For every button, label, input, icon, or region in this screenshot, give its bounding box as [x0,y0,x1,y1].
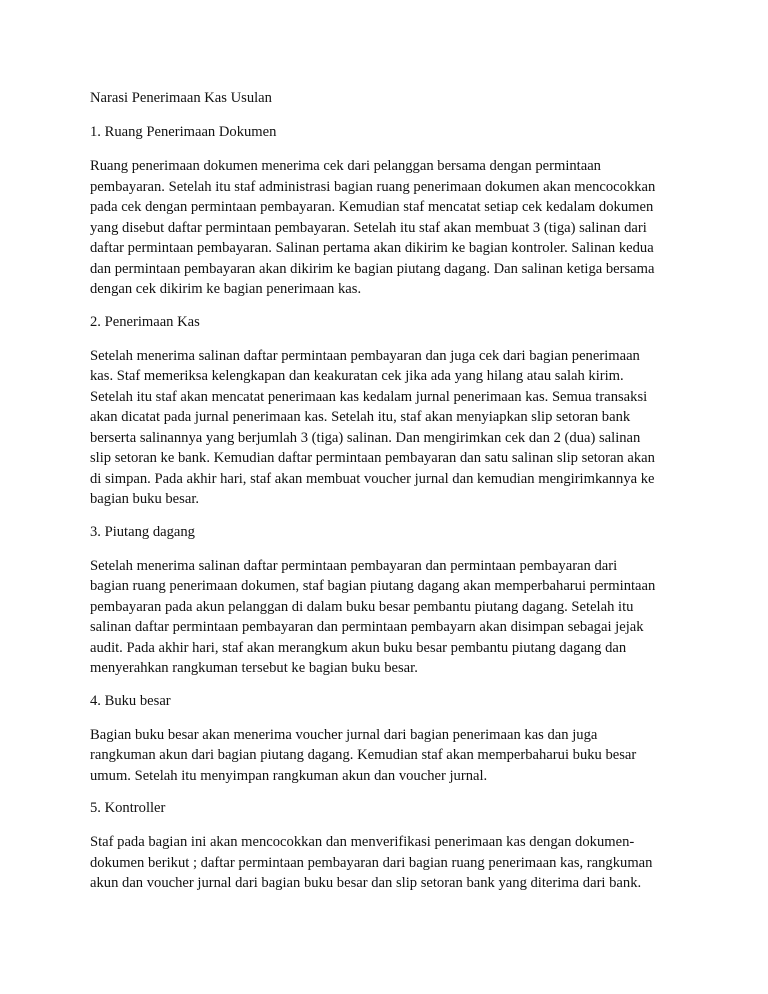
paragraph-line: umum. Setelah itu menyimpan rangkuman akun dan voucher jurnal. [90,767,488,784]
section-paragraph [90,346,680,510]
section-buku-besar [90,691,680,787]
section-heading: 2. Penerimaan Kas [90,313,200,330]
section-heading: 3. Piutang dagang [90,523,195,540]
section-paragraph [90,156,680,300]
section-ruang-penerimaan-dokumen [90,122,680,300]
paragraph-line: slip setoran ke bank. Kemudian daftar permintaan pembayaran dan satu salinan slip setoran akan [90,450,655,466]
paragraph-line: Setelah itu staf akan mencatat penerimaan kas kedalam jurnal penerimaan kas. Semua transaksi [90,388,648,405]
paragraph-line: dengan cek dikirim ke bagian penerimaan kas. [90,281,362,297]
paragraph-line: akan dicatat pada jurnal penerimaan kas. Setelah itu, staf akan menyiapkan slip setoran bank [90,409,631,425]
paragraph-line: dokumen berikut ; daftar permintaan pembayaran dari bagian ruang penerimaan kas, rangkuman [90,854,653,871]
paragraph-line: kas. Staf memeriksa kelengkapan dan keakuratan cek jika ada yang hilang atau salah kirim. [90,368,624,384]
paragraph-line: Staf pada bagian ini akan mencocokkan dan menverifikasi penerimaan kas dengan dokumen- [90,834,635,850]
section-piutang-dagang [90,522,680,679]
paragraph-line: pembayaran pada akun pelanggan di dalam buku besar pembantu piutang dagang. Setelah itu [90,598,634,615]
section-kontroller [90,798,680,894]
paragraph-line: rangkuman akun dari bagian piutang dagang. Kemudian staf akan memperbaharui buku besar [90,747,637,763]
paragraph-line: Ruang penerimaan dokumen menerima cek dari pelanggan bersama dengan permintaan [90,158,601,174]
paragraph-line: menyerahkan rangkuman tersebut ke bagian buku besar. [90,660,418,676]
paragraph-line: di simpan. Pada akhir hari, staf akan membuat voucher jurnal dan kemudian mengirimkannya ke [90,470,655,487]
paragraph-line: Setelah menerima salinan daftar permintaan pembayaran dan permintaan pembayaran dari [90,557,618,574]
paragraph-line: pembayaran. Setelah itu staf administrasi bagian ruang penerimaan dokumen akan mencocokkan [90,178,656,195]
paragraph-line: bagian ruang penerimaan dokumen, staf bagian piutang dagang akan memperbaharui permintaan [90,578,656,594]
paragraph-line: daftar permintaan pembayaran. Salinan pertama akan dikirim ke bagian kontroler. Salinan kedua [90,240,654,256]
paragraph-line: Bagian buku besar akan menerima voucher jurnal dari bagian penerimaan kas dan juga [90,726,598,743]
document-page [90,88,680,906]
paragraph-line: Setelah menerima salinan daftar permintaan pembayaran dan juga cek dari bagian penerimaan [90,347,640,364]
section-heading: 1. Ruang Penerimaan Dokumen [90,124,277,140]
paragraph-line: salinan daftar permintaan pembayaran dan permintaan pembayarn akan disimpan sebagai jejak [90,619,644,635]
paragraph-line: akun dan voucher jurnal dari bagian buku besar dan slip setoran bank yang diterima dari bank. [90,875,642,891]
paragraph-line: pada cek dengan permintaan pembayaran. Kemudian staf mencatat setiap cek kedalam dokumen [90,199,654,215]
paragraph-line: bagian buku besar. [90,491,200,507]
document-title: Narasi Penerimaan Kas Usulan [90,90,272,106]
paragraph-line: yang disebut daftar permintaan pembayaran. Setelah itu staf akan membuat 3 (tiga) salinan dari [90,219,647,236]
section-heading: 4. Buku besar [90,692,171,709]
section-heading: 5. Kontroller [90,800,166,816]
section-paragraph [90,832,680,894]
paragraph-line: audit. Pada akhir hari, staf akan merangkum akun buku besar pembantu piutang dagang dan [90,639,627,656]
paragraph-line: dan permintaan pembayaran akan dikirim ke bagian piutang dagang. Dan salinan ketiga bersama [90,260,655,277]
section-paragraph [90,725,680,787]
section-penerimaan-kas [90,312,680,510]
section-paragraph [90,556,680,679]
paragraph-line: berserta salinannya yang berjumlah 3 (tiga) salinan. Dan mengirimkan cek dan 2 (dua) salinan [90,429,641,446]
